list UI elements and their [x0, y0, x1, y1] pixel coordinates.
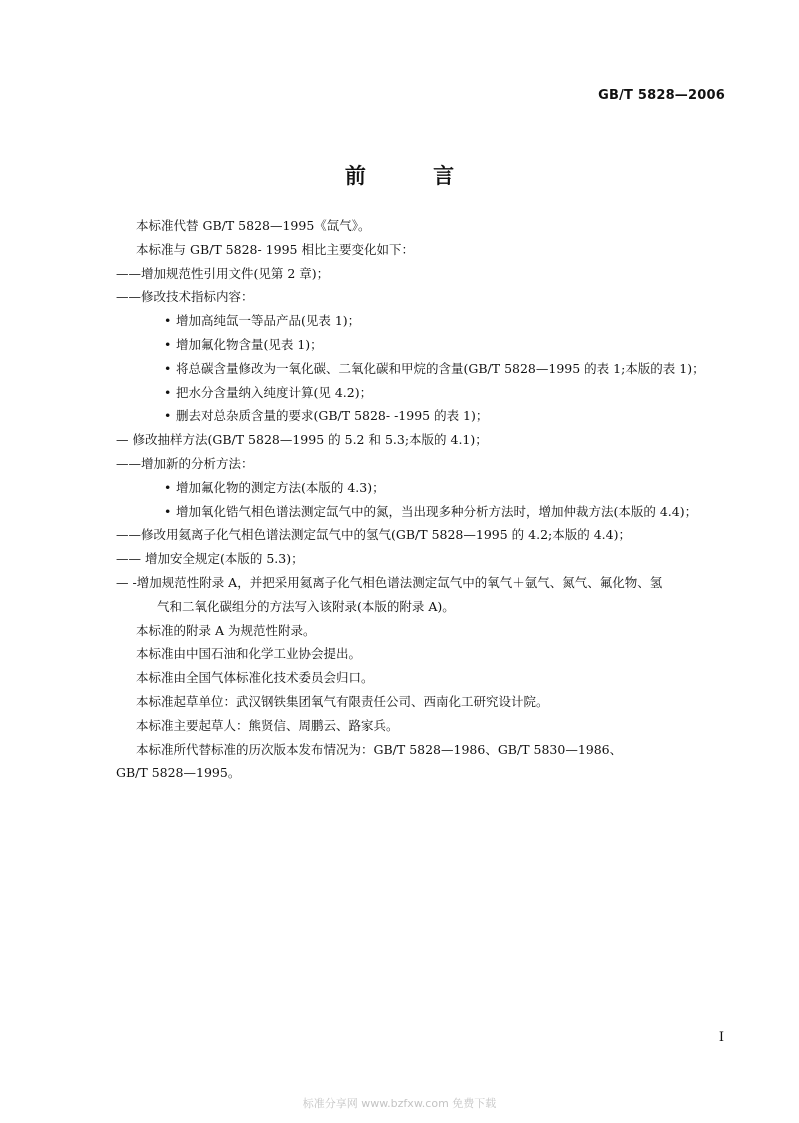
sub-change-item: [116, 333, 728, 357]
change-item: — 修改抽样方法(GB/T 5828—1995 的 5.2 和 5.3;本版的 4.1)；: [116, 432, 488, 448]
change-item: — -增加规范性附录 A，并把采用氦离子化气相色谱法测定氙气中的氧气＋氩气、氮气、氟化物、氢: [116, 574, 663, 590]
bullet-icon: •: [164, 408, 172, 424]
standard-code: GB/T 5828—2006: [598, 88, 725, 103]
bullet-icon: •: [164, 360, 172, 376]
bullet-icon: •: [164, 479, 172, 495]
change-item: ——修改技术指标内容：: [116, 289, 254, 305]
paragraph-proposed-by: 本标准由中国石油和化学工业协会提出。: [136, 646, 362, 662]
change-item-continuation: 气和二氧化碳组分的方法写入该附录(本版的附录 A)。: [157, 598, 455, 614]
sub-change-item: [116, 476, 728, 500]
sub-change-item: [116, 404, 728, 428]
sub-change-text: 增加氧化锆气相色谱法测定氙气中的氮，当出现多种分析方法时，增加仲裁方法(本版的 4.4)；: [176, 503, 698, 519]
change-item: ——增加新的分析方法：: [116, 455, 254, 471]
footer-watermark: 标准分享网 www.bzfxw.com 免费下载: [302, 1097, 497, 1110]
sub-change-item: [116, 381, 728, 405]
sub-change-text: 把水分含量纳入纯度计算(见 4.2)；: [176, 384, 373, 400]
sub-change-item: [116, 309, 728, 333]
paragraph-changes-intro: 本标准与 GB/T 5828- 1995 相比主要变化如下：: [136, 241, 414, 257]
sub-change-text: 增加氟化物含量(见表 1)；: [176, 336, 323, 352]
sub-change-text: 将总碳含量修改为一氧化碳、二氧化碳和甲烷的含量(GB/T 5828—1995 的表 1;本版的表 1)；: [176, 360, 705, 376]
paragraph-drafting-units: 本标准起草单位：武汉钢铁集团氧气有限责任公司、西南化工研究设计院。: [136, 693, 549, 709]
change-item: —— 增加安全规定(本版的 5.3)；: [116, 551, 304, 567]
bullet-icon: •: [164, 384, 172, 400]
paragraph-history-continuation: GB/T 5828—1995。: [116, 765, 241, 781]
bullet-icon: •: [164, 313, 172, 329]
paragraph-drafters: 本标准主要起草人：熊贤信、周鹏云、路家兵。: [136, 717, 399, 733]
bullet-icon: •: [164, 503, 172, 519]
sub-change-item: [116, 357, 728, 381]
page-title: 前 言: [344, 164, 485, 188]
document-body: [116, 214, 728, 785]
paragraph-replaces: 本标准代替 GB/T 5828—1995《氙气》。: [136, 218, 371, 233]
sub-change-text: 删去对总杂质含量的要求(GB/T 5828- -1995 的表 1)；: [176, 408, 489, 424]
paragraph-annex: 本标准的附录 A 为规范性附录。: [136, 622, 316, 638]
sub-change-item: [116, 500, 728, 524]
paragraph-history: 本标准所代替标准的历次版本发布情况为：GB/T 5828—1986、GB/T 5830—1986、: [136, 741, 623, 757]
paragraph-centralized-by: 本标准由全国气体标准化技术委员会归口。: [136, 670, 374, 686]
change-item: ——增加规范性引用文件(见第 2 章)；: [116, 265, 330, 281]
bullet-icon: •: [164, 336, 172, 352]
change-item: ——修改用氦离子化气相色谱法测定氙气中的氢气(GB/T 5828—1995 的 4.2;本版的 4.4)；: [116, 527, 631, 543]
page-number: I: [718, 1030, 724, 1045]
sub-change-text: 增加高纯氙一等品产品(见表 1)；: [176, 313, 361, 329]
sub-change-text: 增加氟化物的测定方法(本版的 4.3)；: [176, 479, 385, 495]
